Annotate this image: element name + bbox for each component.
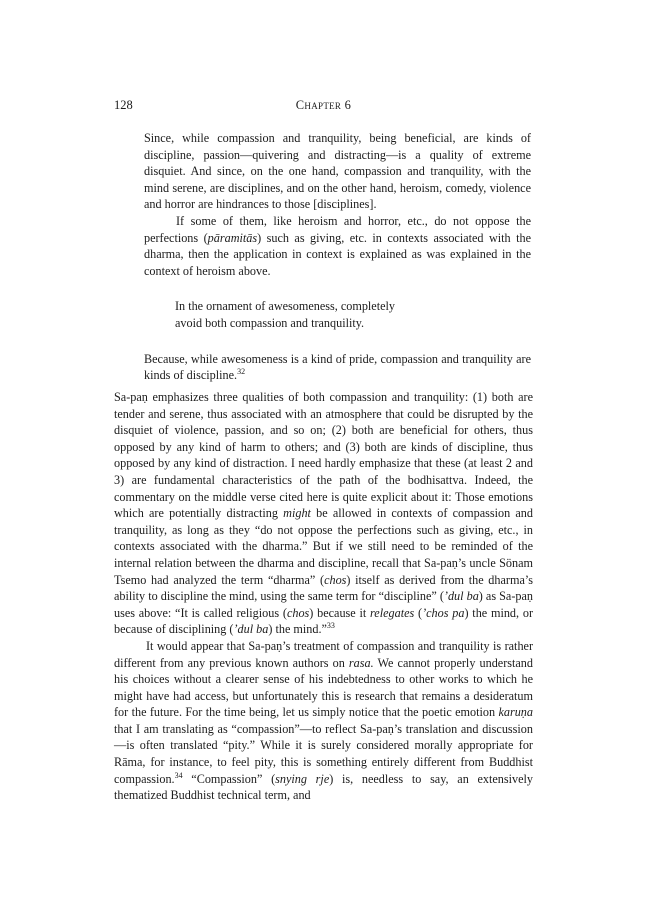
body-paragraph: [114, 638, 533, 804]
quote-paragraph: Since, while compassion and tranquility, being beneficial, are kinds of discipline, passion—quivering and distracting—is a quality of extreme disquiet. And since, on the one hand, compassion and tranquility, with the mind serene, are disciplines, and on the other hand, heroism, comedy, violence and horror are hindrances to those [disciplines].: [144, 131, 531, 212]
italic-term: rasa.: [348, 655, 374, 670]
footnote-ref[interactable]: 33: [326, 621, 335, 631]
quote-paragraph: [144, 213, 531, 279]
text-run: ) such as giving, etc. in contexts associated with the dharma, then the application in context is explained as was explained in the context of heroism above.: [144, 230, 532, 278]
footnote-ref[interactable]: 32: [237, 367, 246, 377]
italic-term: ’dul ba: [443, 589, 479, 604]
text-run: ) itself as derived from the dharma’s ability to discipline the mind, using the same term for “discipline” (: [114, 572, 533, 604]
main-text: [114, 389, 533, 804]
text-run: ) is, needless to say, an extensively thematized Buddhist technical term, and: [114, 771, 533, 803]
verse-line: avoid both compassion and tranquility.: [175, 315, 365, 330]
italic-term: ’chos pa: [422, 605, 465, 620]
text-run: be allowed in contexts of compassion and tranquility, as long as they “do not oppose the perfections such as giving, etc., in contexts associated with the dharma.” But if we still need to be reminded of the internal relation between the dharma and discipline, recall that Sa-paṇ’s uncle Sönam Tsemo had analyzed the term “dharma” (: [114, 506, 533, 587]
italic-term: chos: [286, 605, 310, 620]
footnote-ref[interactable]: 34: [174, 770, 183, 780]
chapter-title: Chapter 6: [295, 98, 352, 112]
italic-term: snying rje: [275, 771, 330, 786]
text-run: (: [414, 605, 423, 620]
page-number: 128: [114, 98, 133, 112]
italic-term: ’dul ba: [233, 622, 269, 637]
text-run: ) the mind.”: [268, 622, 327, 637]
italic-term: relegates: [370, 605, 415, 620]
text-run: Sa-paṇ emphasizes three qualities of both compassion and tranquility: (1) both are tender and serene, thus associated with an atmosphere that could be disrupted by the disquiet of violence, passion, and so on; (2) both are beneficial for others, thus opposed by any kind of harm to others; and (3) both are kinds of discipline, thus opposed by any kind of distraction. I need hardly emphasize that these (at least 2 and 3) are fundamental characteristics of the path of the bodhisattva. Indeed, the commentary on the middle verse cited here is quite explicit about it: Those emotions which are potentially distracting: [114, 390, 533, 521]
text-run: Because, while awesomeness is a kind of pride, compassion and tranquility are kinds of discipline.: [144, 351, 531, 383]
italic-term: pāramitās: [207, 230, 258, 245]
italic-term: chos: [324, 572, 347, 587]
running-header: [114, 98, 533, 116]
text-run: ) because it: [309, 605, 371, 620]
text-run: It would appear that Sa-paṇ’s treatment of compassion and tranquility is rather different from any previous known authors on: [114, 638, 533, 670]
italic-term: might: [283, 506, 311, 521]
text-run: that I am translating as “compassion”—to reflect Sa-paṇ’s translation and discussion—is often translated “pity.” While it is surely considered morally appropriate for Rāma, for instance, to feel pity, this is something entirely different from Buddhist compassion.: [114, 721, 533, 786]
italic-term: karuṇa: [498, 705, 533, 720]
verse: [175, 298, 531, 331]
text-run: If some of them, like heroism and horror, etc., do not oppose the perfections (: [144, 213, 531, 245]
verse-line: In the ornament of awesomeness, completely: [175, 299, 395, 314]
text-run: ) as Sa-paṇ uses above: “It is called religious (: [114, 589, 533, 620]
text-run: ) the mind, or because of disciplining (: [114, 605, 534, 637]
block-quote: [144, 130, 531, 384]
text-run: We cannot properly understand his choices without a clearer sense of his indebtedness to other works to which he might have had access, but unfortunately this is research that remains a desideratum for the future. For the time being, let us simply notice that the poetic emotion: [114, 655, 533, 720]
text-run: “Compassion” (: [182, 771, 276, 786]
quote-paragraph: [144, 351, 531, 384]
body-paragraph: [114, 389, 533, 638]
